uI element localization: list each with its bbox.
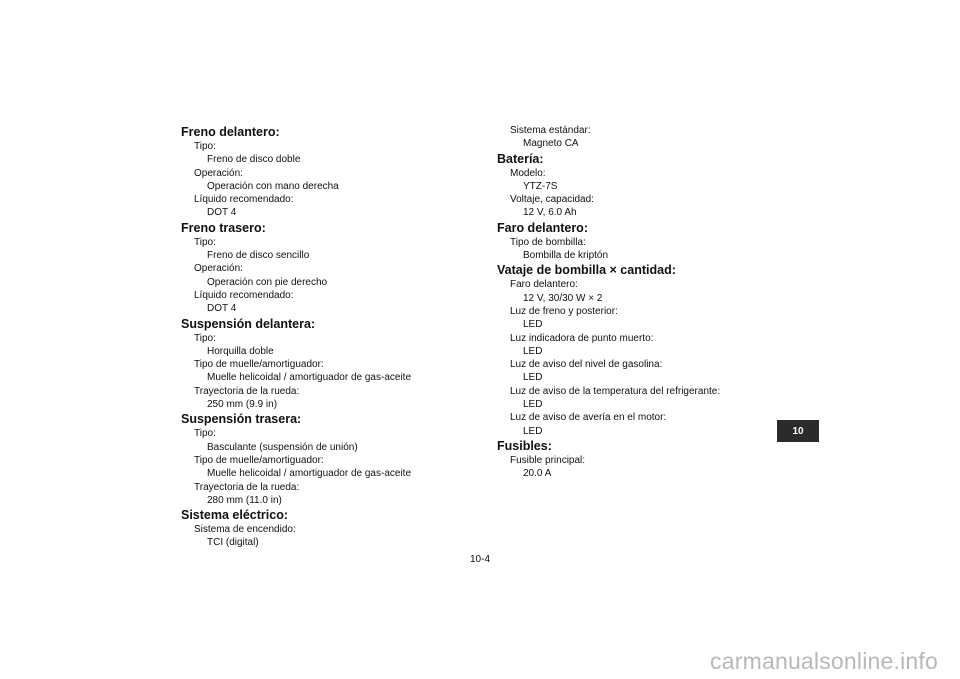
spec-section (181, 220, 481, 316)
spec-label: Luz de aviso de avería en el motor: (510, 412, 667, 424)
spec-value: Magneto CA (523, 138, 579, 150)
spec-column-right (497, 124, 797, 481)
watermark: carmanualsonline.info (710, 648, 938, 674)
spec-label: Tipo de muelle/amortiguador: (194, 454, 324, 466)
spec-value: YTZ-7S (523, 180, 558, 192)
spec-column-left (181, 124, 481, 550)
spec-section (497, 151, 797, 220)
spec-value: 250 mm (9.9 in) (207, 399, 278, 411)
spec-label: Luz de aviso de la temperatura del refrigerante: (510, 385, 721, 397)
spec-label: Luz de freno y posterior: (510, 305, 618, 317)
spec-label: Luz indicadora de punto muerto: (510, 332, 654, 344)
section-title: Freno trasero: (181, 220, 266, 235)
spec-value: DOT 4 (207, 303, 237, 315)
spec-section (181, 124, 481, 220)
chapter-tab: 10 (777, 420, 819, 442)
spec-value: Basculante (suspensión de unión) (207, 441, 358, 453)
spec-label: Trayectoria de la rueda: (194, 481, 300, 493)
spec-value: Muelle helicoidal / amortiguador de gas-aceite (207, 468, 412, 480)
spec-label: Tipo: (194, 428, 216, 440)
spec-section (497, 262, 797, 438)
spec-item (497, 124, 797, 151)
section-title: Fusibles: (497, 438, 552, 453)
section-title: Vataje de bombilla × cantidad: (497, 263, 676, 278)
spec-value: 12 V, 6.0 Ah (523, 207, 577, 219)
spec-label: Operación: (194, 167, 243, 179)
spec-label: Operación: (194, 263, 243, 275)
spec-label: Líquido recomendado: (194, 289, 294, 301)
spec-value: 12 V, 30/30 W × 2 (523, 292, 603, 304)
spec-value: LED (523, 319, 543, 331)
spec-value: DOT 4 (207, 207, 237, 219)
page-number: 10-4 (469, 554, 490, 565)
spec-value: LED (523, 345, 543, 357)
spec-value: Bombilla de kriptón (523, 250, 609, 262)
spec-value: 20.0 A (523, 468, 552, 480)
spec-value: Horquilla doble (207, 345, 274, 357)
spec-section (497, 220, 797, 263)
section-title: Suspensión delantera: (181, 316, 316, 331)
spec-label: Tipo: (194, 141, 216, 152)
spec-label: Sistema estándar: (510, 125, 591, 136)
spec-value: LED (523, 399, 543, 411)
spec-value: 280 mm (11.0 in) (207, 494, 282, 506)
section-title: Sistema eléctrico: (181, 508, 288, 523)
spec-value: Freno de disco sencillo (207, 250, 310, 262)
spec-label: Trayectoria de la rueda: (194, 385, 300, 397)
spec-label: Faro delantero: (510, 279, 578, 291)
spec-label: Luz de aviso del nivel de gasolina: (510, 359, 663, 371)
spec-value: Operación con mano derecha (207, 180, 339, 192)
section-title: Faro delantero: (497, 220, 588, 235)
spec-label: Líquido recomendado: (194, 194, 294, 206)
spec-value: LED (523, 425, 543, 437)
spec-value: Freno de disco doble (207, 154, 301, 166)
spec-label: Fusible principal: (510, 454, 586, 466)
spec-label: Tipo: (194, 236, 216, 248)
spec-section (181, 411, 481, 507)
spec-label: Sistema de encendido: (194, 524, 296, 536)
section-title: Suspensión trasera: (181, 412, 302, 427)
spec-value: Operación con pie derecho (207, 276, 328, 288)
spec-section (497, 438, 797, 481)
spec-label: Modelo: (510, 167, 546, 179)
section-title: Batería: (497, 151, 544, 166)
section-title: Freno delantero: (181, 125, 280, 139)
spec-value: Muelle helicoidal / amortiguador de gas-aceite (207, 372, 412, 384)
spec-value: LED (523, 372, 543, 384)
spec-section (181, 507, 481, 550)
spec-label: Tipo: (194, 332, 216, 344)
spec-section (181, 316, 481, 412)
spec-label: Tipo de bombilla: (510, 236, 586, 248)
spec-value: TCI (digital) (207, 537, 259, 549)
spec-label: Voltaje, capacidad: (510, 194, 594, 206)
spec-label: Tipo de muelle/amortiguador: (194, 359, 324, 371)
